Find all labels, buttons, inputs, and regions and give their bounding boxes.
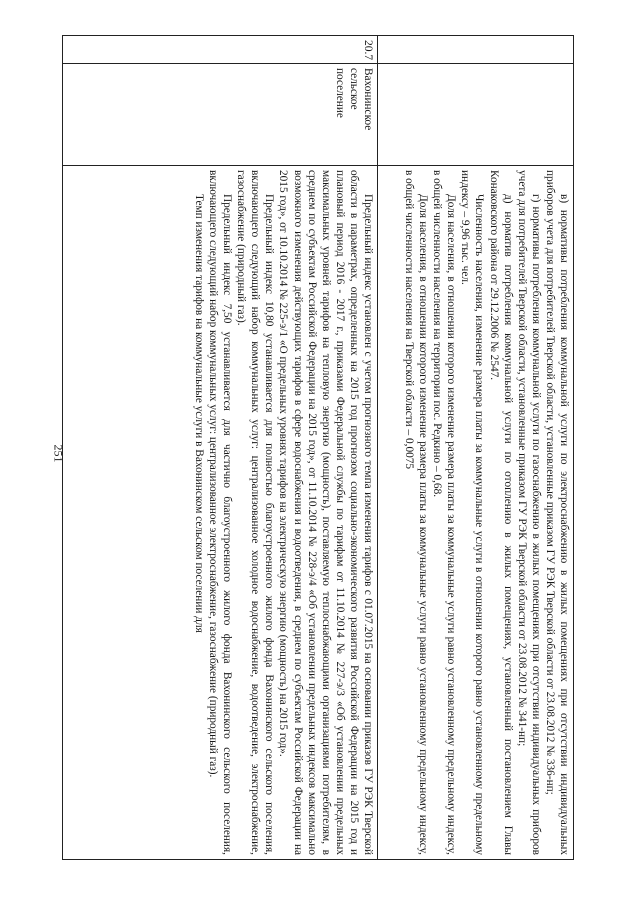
paragraph: Численность населения, изменение размера платы за коммунальные услуги в отношении которого равно установленному предельному индексу – 9,96 тыс. чел. bbox=[459, 170, 486, 855]
paragraph: Предельный индекс установлен с учетом прогнозного темпа изменения тарифов с 01.07.2015 на основании приказов ГУ РЭК Тверской области в параметрах, определенных на 2015 год прогнозом социально-экономического развития Российской Федерации на 2015 год и плановый период 2016 - 2017 г., приказами Федеральной службы по тарифам от 11.10.2014 № 227-э/3 «Об установлении предельных максимальных уровней тарифов на тепловую энергию (мощность), поставляемую теплоснабжающими организациями потребителям, в среднем по субъектам Российской Федерации на 2015 год», от 11.10.2014 № 228-э/4 «Об установлении предельных индексов максимально возможного изменения действующих тарифов в сфере водоснабжения и водоотведения, в среднем по субъектам Российской Федерации на 2015 год», от 10.10.2014 № 225-э/1 «О предельных уровнях тарифов на электрическую энергию (мощность) на 2015 год». bbox=[277, 170, 374, 855]
paragraph: д) норматив потребления коммунальной услуги по отоплению в жилых помещениях, установленный постановлением Главы Конаковского района от 29.12.2006 № 2547. bbox=[487, 170, 514, 855]
paragraph: Предельный индекс 10,80 устанавливается для полностью благоустроенного жилого фонда Вахонинского сельского поселения, включающего следующий набор коммунальных услуг: централизованное холодное водоснабжение, водоотведение, электроснабжение, газоснабжение (природный газ). bbox=[235, 170, 276, 855]
description-cell bbox=[378, 166, 574, 860]
settlement-name-cell: Вахонинское сельское поселение bbox=[63, 64, 378, 166]
document-table bbox=[62, 35, 574, 860]
rotated-page-content bbox=[62, 35, 574, 860]
paragraph: Предельный индекс 7,50 устанавливается для частично благоустроенного жилого фонда Вахонинского сельского поселения, включающего следующий набор коммунальных услуг: централизованное электроснабжение, газоснабжение (природный газ). bbox=[206, 170, 234, 855]
table-row bbox=[378, 36, 574, 860]
paragraph: Доля населения, в отношении которого изменение размера платы за коммунальные услуги равно установленному предельному индексу, в общей численности населения на территории пос. Редкино – 0,68. bbox=[431, 170, 458, 855]
row-number-cell bbox=[378, 36, 574, 64]
settlement-name-cell bbox=[378, 64, 574, 166]
description-cell bbox=[63, 166, 378, 860]
page-number: 251 bbox=[51, 444, 66, 463]
paragraph: Темп изменения тарифов на коммунальные услуги в Вахонинском сельском поселении для bbox=[192, 194, 205, 633]
paragraph: г) нормативы потребления коммунальной услуги по газоснабжению в жилых помещениях при отсутствии индивидуальных приборов учета для потребителей Тверской области, установленные приказом ГУ РЭК Тверской области от 23.08.2012 № 341-нп; bbox=[515, 170, 542, 855]
paragraph: Доля населения, в отношении которого изменение размера платы за коммунальные услуги равно установленному предельному индексу, в общей численности населения на Тверской области – 0,0075 bbox=[402, 170, 430, 855]
table-row bbox=[63, 36, 378, 860]
row-number-cell: 20.7 bbox=[63, 36, 378, 64]
paragraph: в) нормативы потребления коммунальной услуги по электроснабжению в жилых помещениях при отсутствии индивидуальных приборов учета для потребителей Тверской области, установленные приказом ГУ РЭК Тверской области от 23.08.2012 № 336-нп; bbox=[543, 170, 570, 855]
